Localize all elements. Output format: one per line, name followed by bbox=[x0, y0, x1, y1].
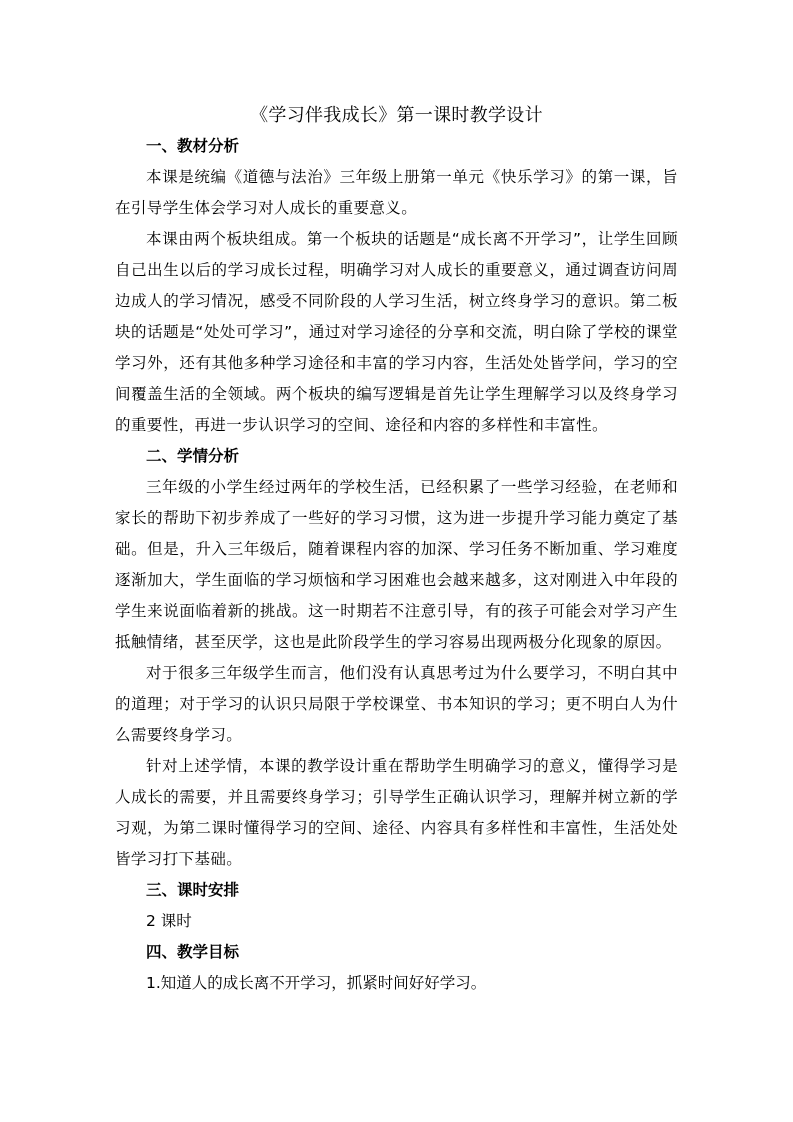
section-class-schedule bbox=[115, 875, 678, 937]
section-heading: 三、课时安排 bbox=[146, 881, 240, 899]
paragraph: 本课是统编《道德与法治》三年级上册第一单元《快乐学习》的第一课，旨在引导学生体会学习对人成长的重要意义。 bbox=[115, 168, 678, 217]
class-hours-text: 2 课时 bbox=[146, 912, 192, 930]
document-page bbox=[115, 100, 678, 999]
paragraph: 对于很多三年级学生而言，他们没有认真思考过为什么要学习，不明白其中的道理；对于学习的认识只局限于学校课堂、书本知识的学习；更不明白人为什么需要终身学习。 bbox=[115, 664, 678, 744]
section-heading: 二、学情分析 bbox=[146, 447, 240, 465]
section-heading: 一、教材分析 bbox=[146, 137, 240, 155]
section-heading: 四、教学目标 bbox=[146, 943, 240, 961]
document-title: 《学习伴我成长》第一课时教学设计 bbox=[250, 105, 543, 126]
paragraph: 针对上述学情，本课的教学设计重在帮助学生明确学习的意义，懂得学习是人成长的需要，并且需要终身学习；引导学生正确认识学习，理解并树立新的学习观，为第二课时懂得学习的空间、途径、内容具有多样性和丰富性，生活处处皆学习打下基础。 bbox=[115, 757, 678, 868]
section-student-analysis bbox=[115, 441, 678, 875]
section-textbook-analysis bbox=[115, 131, 678, 441]
section-teaching-goals bbox=[115, 937, 678, 999]
paragraph: 三年级的小学生经过两年的学校生活，已经积累了一些学习经验，在老师和家长的帮助下初步养成了一些好的学习习惯，这为进一步提升学习能力奠定了基础。但是，升入三年级后，随着课程内容的加深、学习任务不断加重、学习难度逐渐加大，学生面临的学习烦恼和学习困难也会越来越多，这对刚进入中年段的学生来说面临着新的挑战。这一时期若不注意引导，有的孩子可能会对学习产生抵触情绪，甚至厌学，这也是此阶段学生的学习容易出现两极分化现象的原因。 bbox=[115, 478, 678, 651]
paragraph: 本课由两个板块组成。第一个板块的话题是“成长离不开学习”，让学生回顾自己出生以后的学习成长过程，明确学习对人成长的重要意义，通过调查访问周边成人的学习情况，感受不同阶段的人学习生活，树立终身学习的意识。第二板块的话题是“处处可学习”，通过对学习途径的分享和交流，明白除了学校的课堂学习外，还有其他多种学习途径和丰富的学习内容，生活处处皆学问，学习的空间覆盖生活的全领域。两个板块的编写逻辑是首先让学生理解学习以及终身学习的重要性，再进一步认识学习的空间、途径和内容的多样性和丰富性。 bbox=[115, 230, 678, 434]
goal-item: 1.知道人的成长离不开学习，抓紧时间好好学习。 bbox=[146, 974, 487, 992]
